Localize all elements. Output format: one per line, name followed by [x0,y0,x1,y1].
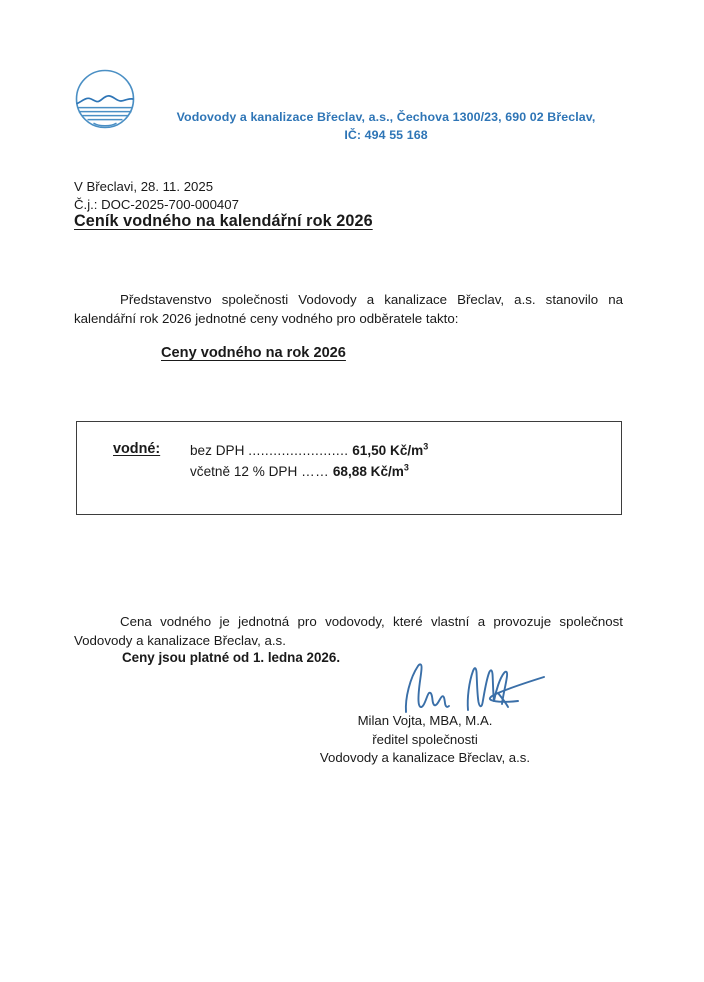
validity-note: Ceny jsou platné od 1. ledna 2026. [122,650,341,665]
price-row [190,440,428,461]
price-box [76,421,622,515]
price-row-description: bez DPH [190,443,245,458]
price-row-leader: ........................ [248,443,349,458]
letterhead-company-line: Vodovody a kanalizace Břeclav, a.s., Čechova 1300/23, 690 02 Břeclav, [176,110,596,124]
price-row-unit-exponent: 3 [423,441,429,452]
price-row-leader: …… [301,464,330,479]
signature-block [230,712,620,768]
place-and-date: V Břeclavi, 28. 11. 2025 [74,179,214,194]
price-row-description: včetně 12 % DPH [190,464,298,479]
letterhead-ico-line: IČ: 494 55 168 [344,128,428,142]
reference-number: Č.j.: DOC-2025-700-000407 [74,196,239,212]
signatory-name: Milan Vojta, MBA, M.A. [357,713,493,728]
price-row-unit-exponent: 3 [403,462,409,473]
price-row [190,461,428,482]
document-meta [74,178,239,213]
intro-paragraph: Představenstvo společnosti Vodovody a kanalizace Břeclav, a.s. stanovilo na kalendářní rok 2026 jednotné ceny vodného pro odběratele takto: [74,292,623,326]
price-row-list [190,440,428,482]
page-title: Ceník vodného na kalendářní rok 2026 [74,212,373,230]
water-utility-circle-logo-icon [74,68,136,130]
letterhead [0,62,704,158]
closing-paragraph: Cena vodného je jednotná pro vodovody, které vlastní a provozuje společnost Vodovody a kanalizace Břeclav, a.s. [74,614,623,648]
price-row-amount: 61,50 $Kč/m^3$ [352,441,429,458]
price-row-amount: 68,88 $Kč/m^3$ [332,462,409,479]
signatory-position: ředitel společnosti [372,731,478,747]
price-box-label: vodné: [113,441,161,457]
letterhead-company-text [136,108,636,144]
signatory-company: Vodovody a kanalizace Břeclav, a.s. [319,750,531,766]
prices-subheading: Ceny vodného na rok 2026 [161,345,346,361]
